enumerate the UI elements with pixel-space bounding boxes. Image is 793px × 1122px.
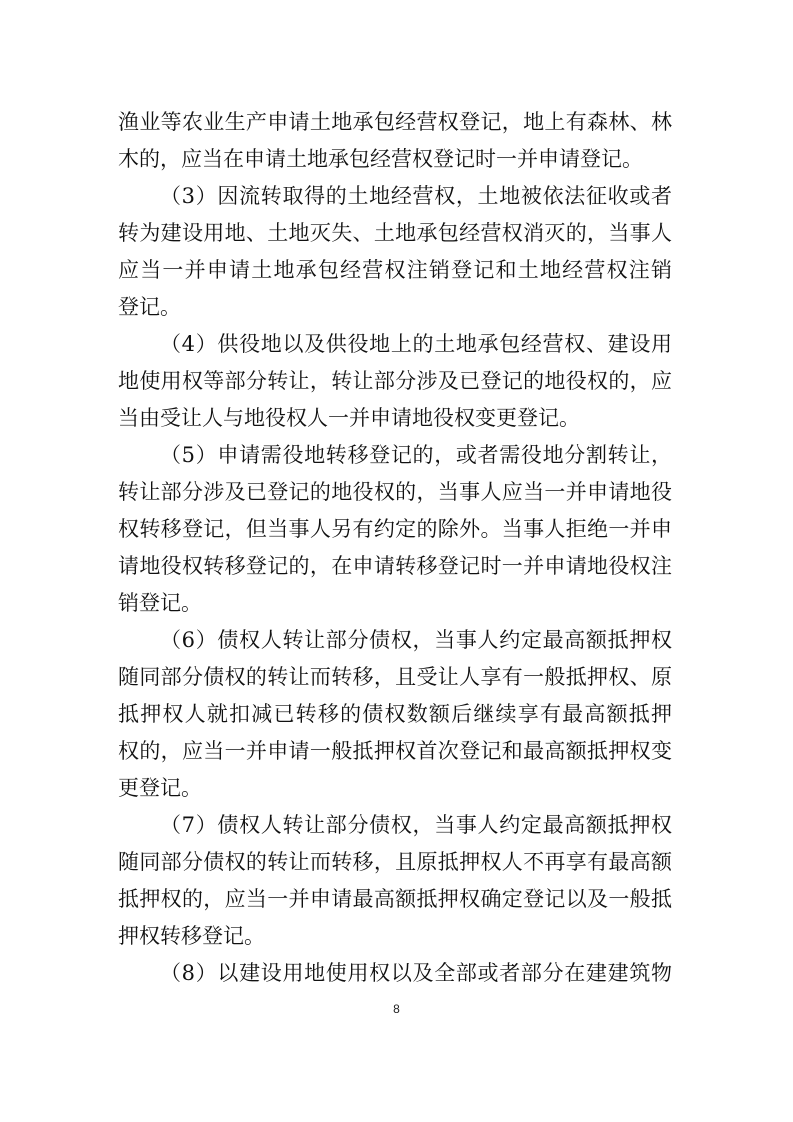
paragraph-item-7 <box>118 807 672 955</box>
text-line: （5）申请需役地转移登记的，或者需役地分割转让， <box>160 443 672 467</box>
text-line: 抵押权的，应当一并申请最高额抵押权确定登记以及一般抵 <box>118 887 672 911</box>
text-line: 转让部分涉及已登记的地役权的，当事人应当一并申请地役 <box>118 480 672 504</box>
text-line: （7）债权人转让部分债权，当事人约定最高额抵押权 <box>160 813 672 837</box>
text-line: 销登记。 <box>118 591 202 615</box>
text-line: 权的，应当一并申请一般抵押权首次登记和最高额抵押权变 <box>118 739 672 763</box>
text-line: （4）供役地以及供役地上的土地承包经营权、建设用 <box>160 332 672 356</box>
text-line: 随同部分债权的转让而转移，且原抵押权人不再享有最高额 <box>118 850 672 874</box>
document-body <box>118 104 672 992</box>
text-line: 更登记。 <box>118 776 202 800</box>
text-line: 渔业等农业生产申请土地承包经营权登记，地上有森林、林 <box>118 110 672 134</box>
text-line: 随同部分债权的转让而转移，且受让人享有一般抵押权、原 <box>118 665 672 689</box>
text-line: 登记。 <box>118 295 181 319</box>
paragraph-continuation <box>118 104 672 178</box>
text-line: 请地役权转移登记的，在申请转移登记时一并申请地役权注 <box>118 554 672 578</box>
text-line: 权转移登记，但当事人另有约定的除外。当事人拒绝一并申 <box>118 517 672 541</box>
text-line: 抵押权人就扣减已转移的债权数额后继续享有最高额抵押 <box>118 702 672 726</box>
text-line: （3）因流转取得的土地经营权，土地被依法征收或者 <box>160 184 672 208</box>
paragraph-item-8 <box>118 955 672 992</box>
text-line: 地使用权等部分转让，转让部分涉及已登记的地役权的，应 <box>118 369 672 393</box>
text-line: 押权转移登记。 <box>118 924 265 948</box>
paragraph-item-5 <box>118 437 672 622</box>
text-line: （8）以建设用地使用权以及全部或者部分在建建筑物 <box>160 961 672 985</box>
text-line: 转为建设用地、土地灭失、土地承包经营权消灭的，当事人 <box>118 221 672 245</box>
text-line: 应当一并申请土地承包经营权注销登记和土地经营权注销 <box>118 258 672 282</box>
text-line: （6）债权人转让部分债权，当事人约定最高额抵押权 <box>160 628 672 652</box>
paragraph-item-6 <box>118 622 672 807</box>
paragraph-item-3 <box>118 178 672 326</box>
text-line: 当由受让人与地役权人一并申请地役权变更登记。 <box>118 406 580 430</box>
paragraph-item-4 <box>118 326 672 437</box>
page-number: 8 <box>393 1002 400 1016</box>
text-line: 木的，应当在申请土地承包经营权登记时一并申请登记。 <box>118 147 643 171</box>
